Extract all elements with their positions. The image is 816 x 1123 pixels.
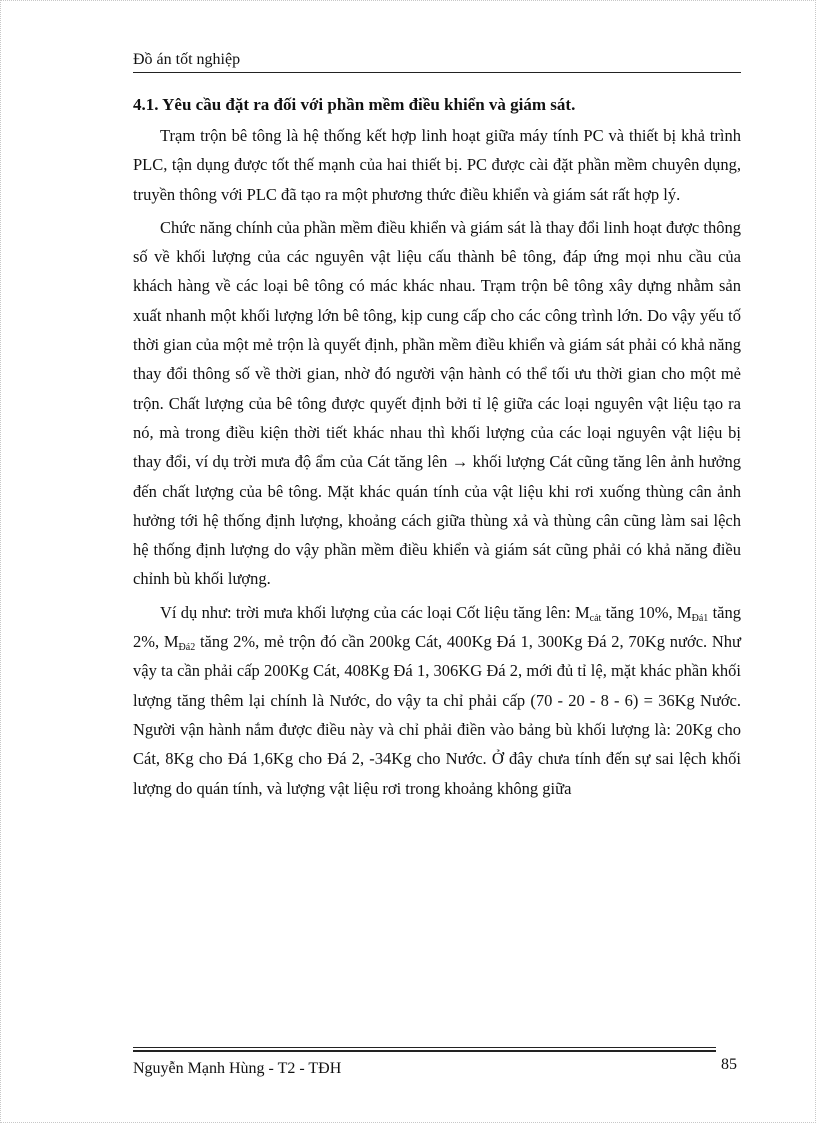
subscript-da1: Đá1 [691,612,709,624]
document-body [133,93,741,807]
paragraph-3-text-2: tăng 10%, M [601,602,692,622]
section-heading: 4.1. Yêu cầu đặt ra đối với phần mềm điều khiển và giám sát. [133,95,576,114]
header-title: Đồ án tốt nghiệp [133,51,241,68]
subscript-da2: Đá2 [178,642,196,654]
paragraph-1: Trạm trộn bê tông là hệ thống kết hợp linh hoạt giữa máy tính PC và thiết bị khả trình PLC, tận dụng được tốt thế mạnh của hai thiết bị. PC được cài đặt phần mềm chuyên dụng, truyền thông với PLC đã tạo ra một phương thức điều khiển và giám sát rất hợp lý. [133,126,741,204]
paragraph-3-text-4: tăng 2%, mẻ trộn đó cần 200kg Cát, 400Kg Đá 1, 300Kg Đá 2, 70Kg nước. Như vậy ta cần phải cấp 200Kg Cát, 408Kg Đá 1, 306KG Đá 2, mới đủ tỉ lệ, mặt khác phần khối lượng tăng thêm lại chính là Nước, do vậy ta chỉ phải cấp (70 - 20 - 8 - 6) = 36Kg Nước. Người vận hành nắm được điều này và chỉ phải điền vào bảng bù khối lượng là: 20Kg cho Cát, 8Kg cho Đá 1,6Kg cho Đá 2, -34Kg cho Nước. Ở đây chưa tính đến sự sai lệch khối lượng do quán tính, và lượng vật liệu rơi trong khoảng không giữa [133,632,742,798]
paragraph-2: Chức năng chính của phần mềm điều khiển và giám sát là thay đổi linh hoạt được thông số về khối lượng của các nguyên vật liệu cấu thành bê tông, đáp ứng mọi nhu cầu của khách hàng về các loại bê tông có mác khác nhau. Trạm trộn bê tông xây dựng nhằm sản xuất nhanh một khối lượng lớn bê tông, kịp cung cấp cho các công trình lớn. Do vậy yếu tố thời gian của một mẻ trộn là quyết định, phần mềm điều khiển và giám sát phải có khả năng thay đổi thông số về thời gian, nhờ đó người vận hành có thể tối ưu thời gian cho một mẻ trộn. Chất lượng của bê tông được quyết định bởi tỉ lệ giữa các loại nguyên vật liệu tạo ra nó, mà trong điều kiện thời tiết khác nhau thì khối lượng của các loại nguyên vật liệu bị thay đổi, ví dụ trời mưa độ ẩm của Cát tăng lên → khối lượng Cát cũng tăng lên ảnh hưởng đến chất lượng của bê tông. Mặt khác quán tính của vật liệu khi rơi xuống thùng cân ảnh hưởng tới hệ thống định lượng, khoảng cách giữa thùng xả và thùng cân cũng làm sai lệch hệ thống định lượng do vậy phần mềm điều khiển và giám sát cũng phải có khả năng điều chỉnh bù khối lượng. [133,217,741,589]
paragraph-3-text-1: Ví dụ như: trời mưa khối lượng của các loại Cốt liệu tăng lên: M [160,602,590,622]
subscript-cat: cát [589,612,602,624]
page-number: 85 [721,1056,737,1073]
page-header [133,50,741,73]
paragraph-3-text-3: tăng 2%, M [133,602,741,652]
header-rule [133,72,741,73]
footer-row [133,1052,741,1078]
paragraph-3 [133,598,741,803]
footer-author: Nguyễn Mạnh Hùng - T2 - TĐH [133,1060,342,1077]
footer-rule-thin [133,1047,716,1048]
page-footer [133,1047,741,1078]
